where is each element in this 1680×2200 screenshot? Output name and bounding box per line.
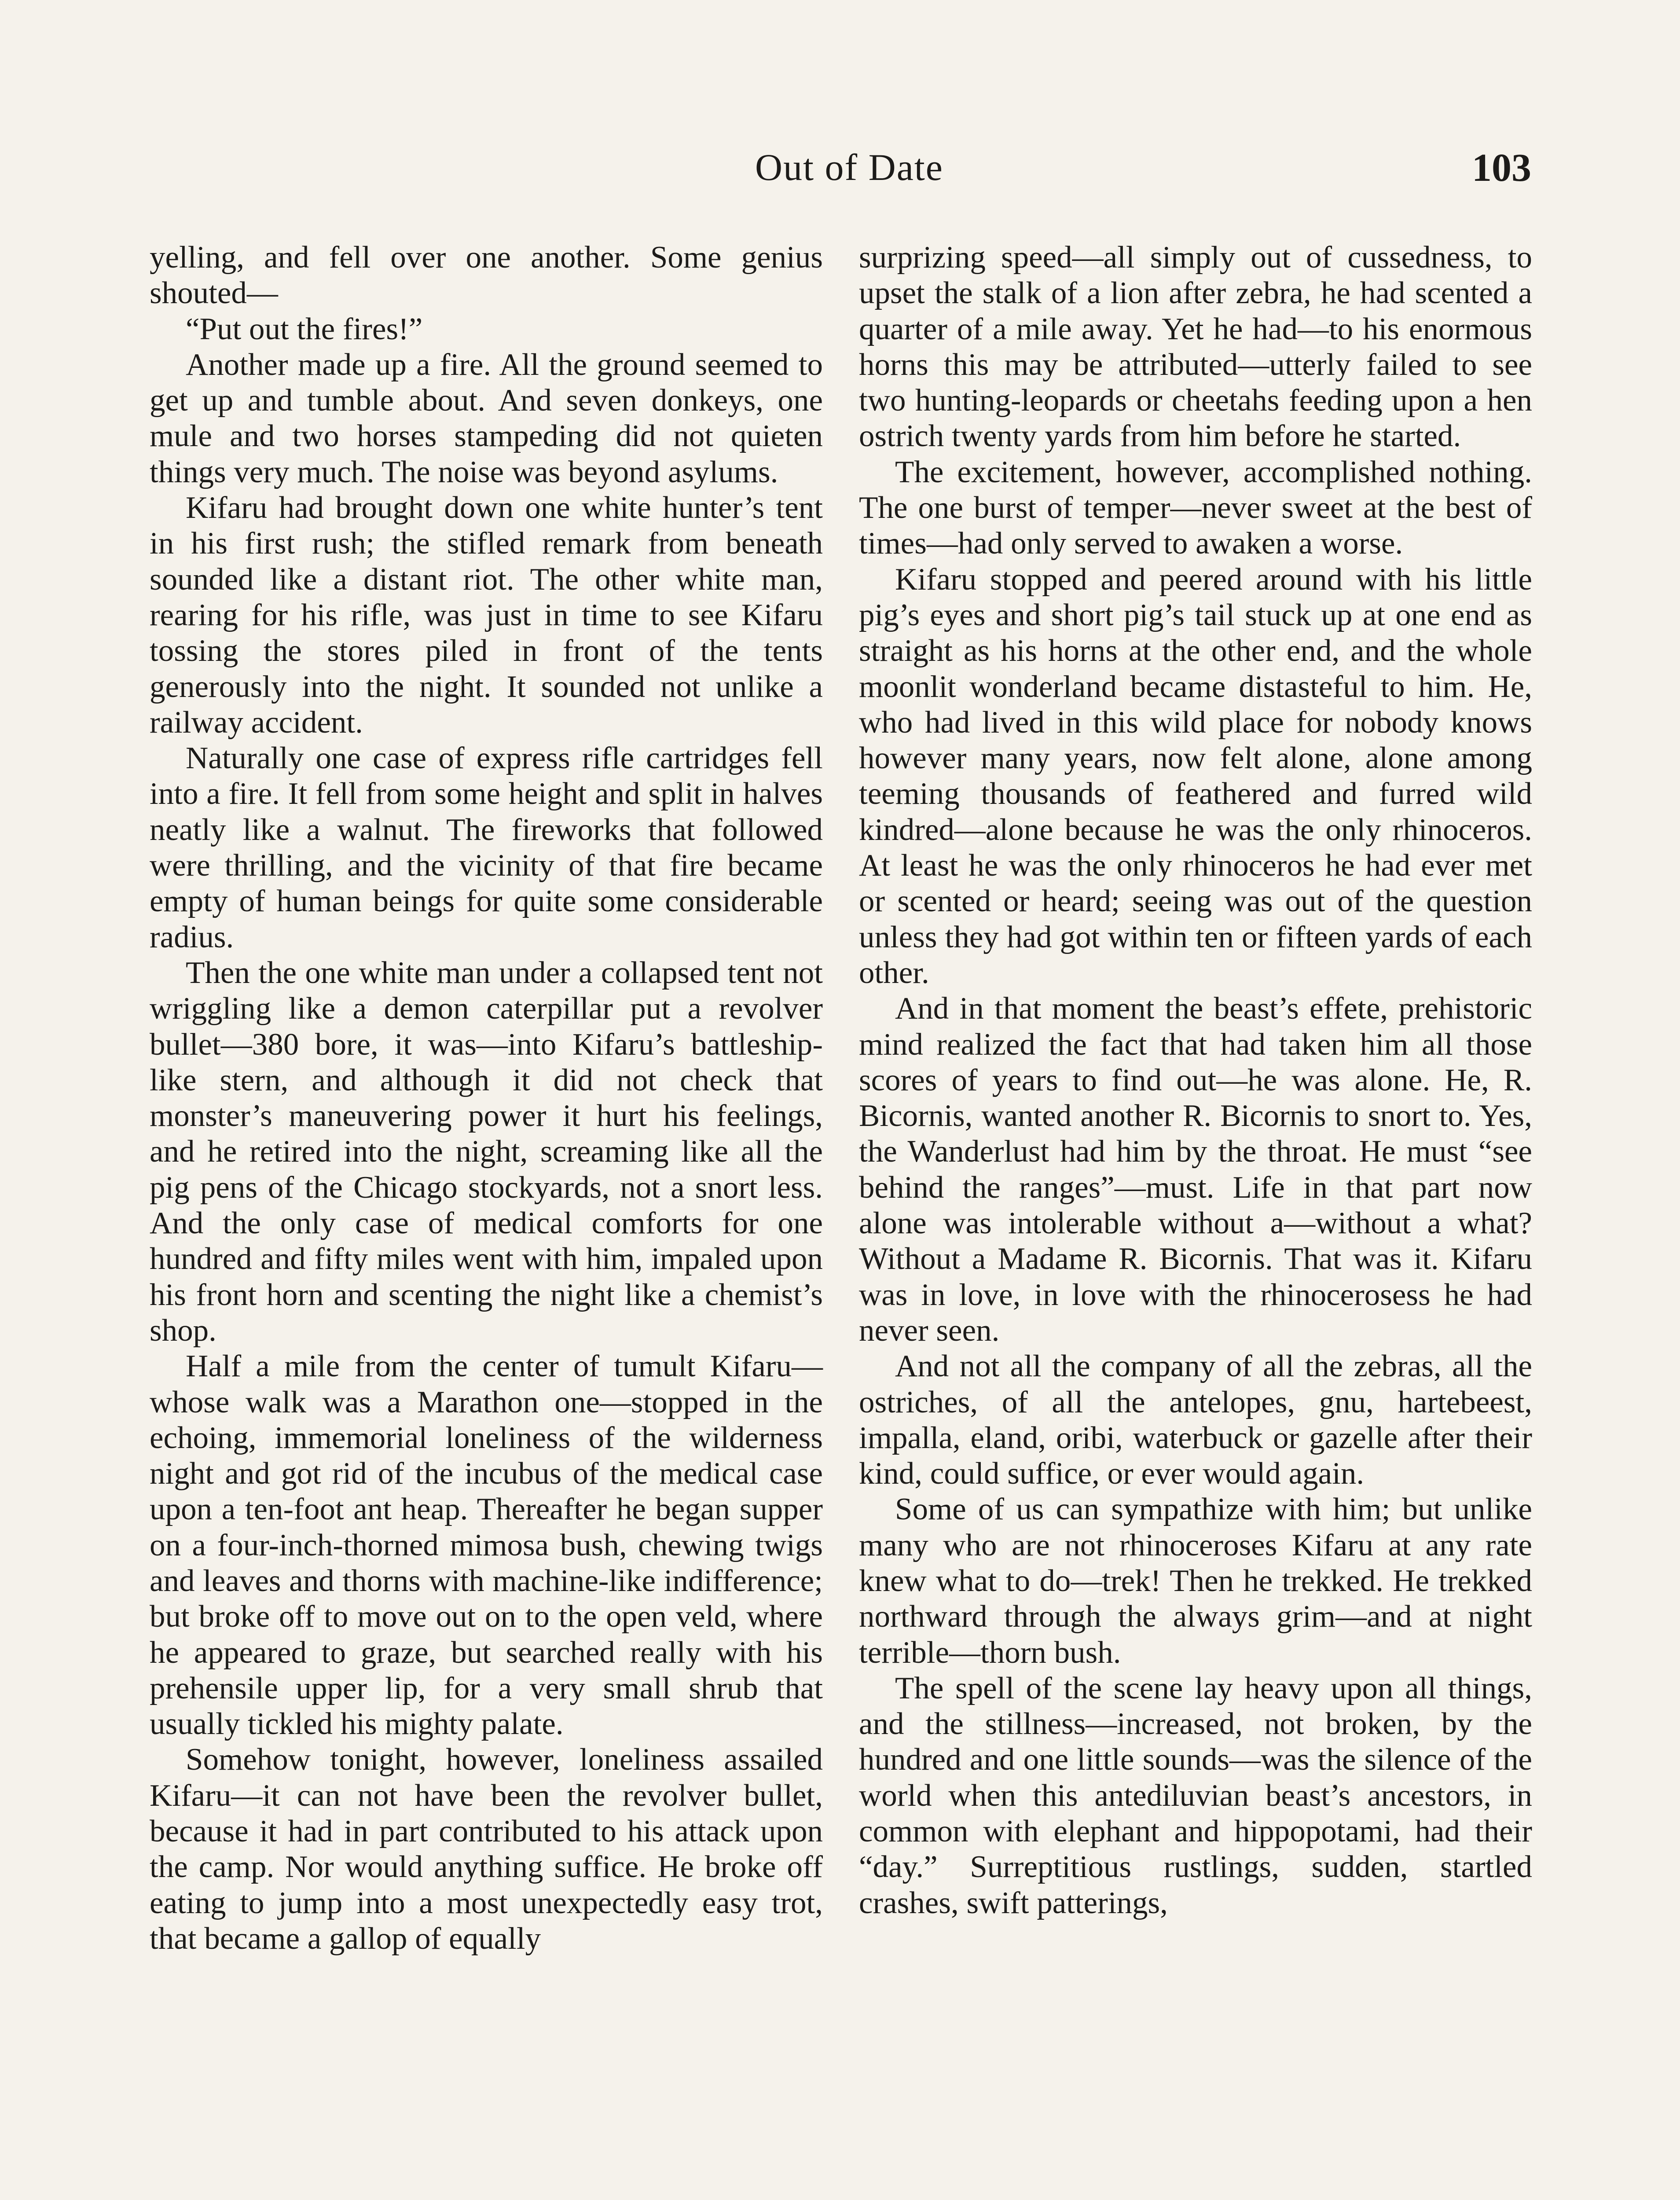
left-column bbox=[150, 240, 823, 1957]
paragraph: The excitement, however, accomplished nothing. The one burst of temper—never sweet at the best of times—had only served to awaken a worse. bbox=[859, 455, 1532, 561]
running-title: Out of Date bbox=[755, 146, 943, 188]
paragraph: Half a mile from the center of tumult Kifaru—whose walk was a Marathon one—stopped in the echoing, immemorial loneliness of the wilderness night and got rid of the incubus of the medical case upon a ten-foot ant heap. Thereafter he began supper on a four-inch-thorned mimosa bush, chewing twigs and leaves and thorns with machine-like indifference; but broke off to move out on to the open veld, where he appeared to graze, but searched really with his prehensile upper lip, for a very small shrub that usually tickled his mighty palate. bbox=[150, 1349, 823, 1742]
paragraph: Kifaru had brought down one white hunter’s tent in his first rush; the stifled remark from beneath sounded like a distant riot. The other white man, rearing for his rifle, was just in time to see Kifaru tossing the stores piled in front of the tents generously into the night. It sounded not unlike a railway accident. bbox=[150, 491, 823, 740]
paragraph: Naturally one case of express rifle cartridges fell into a fire. It fell from some height and split in halves neatly like a walnut. The fireworks that followed were thrilling, and the vicinity of that fire became empty of human beings for quite some considerable radius. bbox=[150, 741, 823, 954]
paragraph: Another made up a fire. All the ground seemed to get up and tumble about. And seven donkeys, one mule and two horses stampeding did not quieten things very much. The noise was beyond asylums. bbox=[150, 347, 823, 489]
paragraph: “Put out the fires!” bbox=[186, 312, 423, 346]
paragraph: And in that moment the beast’s effete, prehistoric mind realized the fact that had taken him all those scores of years to find out—he was alone. He, R. Bicornis, wanted another R. Bicornis to snort to. Yes, the Wanderlust had him by the throat. He must “see behind the ranges”—must. Life in that part now alone was intolerable without a—without a what? Without a Madame R. Bicornis. That was it. Kifaru was in love, in love with the rhinocerosess he had never seen. bbox=[859, 991, 1532, 1348]
paragraph: surprizing speed—all simply out of cussedness, to upset the stalk of a lion after zebra, he had scented a quarter of a mile away. Yet he had—to his enormous horns this may be attributed—utterly failed to see two hunting-leopards or cheetahs feeding upon a hen ostrich twenty yards from him before he started. bbox=[859, 240, 1532, 454]
paragraph: And not all the company of all the zebras, all the ostriches, of all the antelopes, gnu, hartebeest, impalla, eland, oribi, waterbuck or gazelle after their kind, could suffice, or ever would again. bbox=[859, 1349, 1532, 1491]
paragraph: The spell of the scene lay heavy upon all things, and the stillness—increased, not broken, by the hundred and one little sounds—was the silence of the world when this antediluvian beast’s ancestors, in common with elephant and hippopotami, had their “day.” Surreptitious rustlings, sudden, startled crashes, swift patterings, bbox=[859, 1671, 1532, 1920]
page-number: 103 bbox=[1472, 146, 1531, 190]
paragraph: Kifaru stopped and peered around with his little pig’s eyes and short pig’s tail stuck up at one end as straight as his horns at the other end, and the whole moonlit wonderland became distasteful to him. He, who had lived in this wild place for nobody knows however many years, now felt alone, alone among teeming thousands of feathered and furred wild kindred—alone because he was the only rhinoceros. At least he was the only rhinoceros he had ever met or scented or heard; seeing was out of the question unless they had got within ten or fifteen yards of each other. bbox=[859, 562, 1532, 990]
paragraph: yelling, and fell over one another. Some genius shouted— bbox=[150, 240, 823, 311]
paragraph: Then the one white man under a collapsed tent not wriggling like a demon caterpillar put a revolver bullet—380 bore, it was—into Kifaru’s battleship-like stern, and although it did not check that monster’s maneuvering power it hurt his feelings, and he retired into the night, screaming like all the pig pens of the Chicago stockyards, not a snort less. And the only case of medical comforts for one hundred and fifty miles went with him, impaled upon his front horn and scenting the night like a chemist’s shop. bbox=[150, 955, 823, 1348]
running-header bbox=[0, 145, 1680, 202]
right-column bbox=[859, 240, 1532, 1921]
paragraph: Some of us can sympathize with him; but unlike many who are not rhinoceroses Kifaru at any rate knew what to do—trek! Then he trekked. He trekked northward through the always grim—and at night terrible—thorn bush. bbox=[859, 1492, 1532, 1670]
paragraph: Somehow tonight, however, loneliness assailed Kifaru—it can not have been the revolver bullet, because it had in part contributed to his attack upon the camp. Nor would anything suffice. He broke off eating to jump into a most unexpectedly easy trot, that became a gallop of equally bbox=[150, 1742, 823, 1956]
